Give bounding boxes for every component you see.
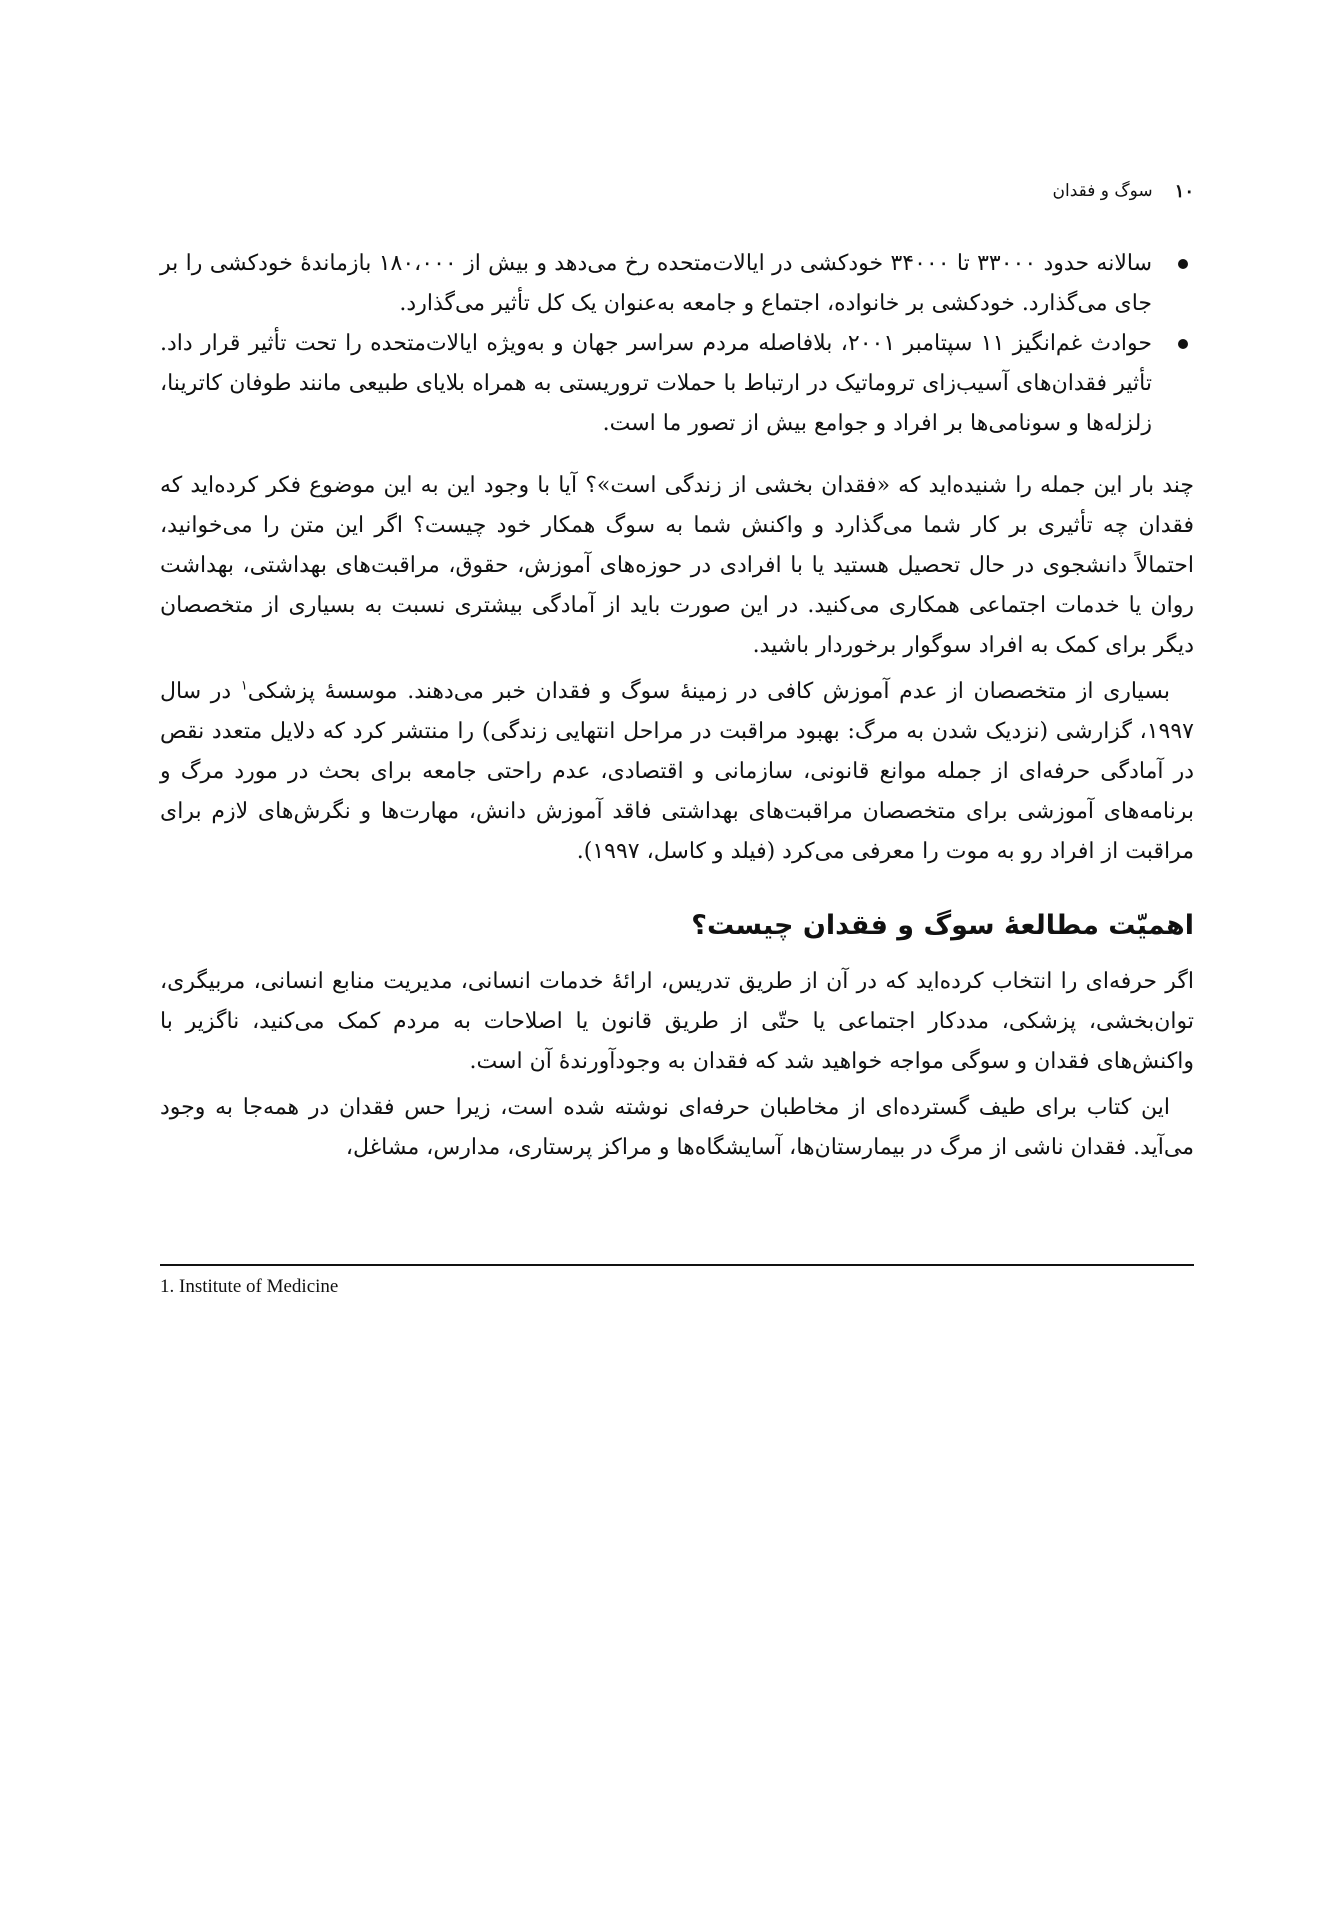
body-section bbox=[160, 466, 1194, 872]
running-title: سوگ و فقدان bbox=[1052, 181, 1153, 201]
paragraph-with-footnote bbox=[160, 672, 1194, 872]
page-content bbox=[160, 244, 1194, 1168]
paragraph-text: بسیاری از متخصصان از عدم آموزش کافی در زمینهٔ سوگ و فقدان خبر می‌دهند. موسسهٔ پزشکی bbox=[247, 679, 1171, 704]
footnote-divider bbox=[160, 1264, 1194, 1266]
page-number: ۱۰ bbox=[1174, 180, 1194, 202]
bullet-item bbox=[160, 324, 1194, 444]
bullet-list bbox=[160, 244, 1194, 444]
footnote: 1. Institute of Medicine bbox=[160, 1276, 339, 1297]
bullet-text: حوادث غم‌انگیز ۱۱ سپتامبر ۲۰۰۱، بلافاصله مردم سراسر جهان و به‌ویژه ایالات‌متحده را تحت تأثیر قرار داد. تأثیر فقدان‌های آسیب‌زای تروماتیک در ارتباط با حملات تروریستی به همراه بلایای طبیعی مانند طوفان کاترینا، زلزله‌ها و سونامی‌ها بر افراد و جوامع بیش از تصور ما است. bbox=[160, 331, 1152, 436]
paragraph: اگر حرفه‌ای را انتخاب کرده‌اید که در آن از طریق تدریس، ارائهٔ خدمات انسانی، مدیریت منابع انسانی، مربیگری، توان‌بخشی، پزشکی، مددکار اجتماعی یا حتّی از طریق قانون یا اصلاحات به مردم کمک می‌کنید، ناگزیر با واکنش‌های فقدان و سوگی مواجه خواهید شد که فقدان به وجودآورندهٔ آن است. bbox=[160, 969, 1194, 1074]
running-header bbox=[160, 176, 1194, 206]
paragraph: چند بار این جمله را شنیده‌اید که «فقدان بخشی از زندگی است»؟ آیا با وجود این به این موضوع فکر کرده‌اید که فقدان چه تأثیری بر کار شما می‌گذارد و واکنش شما به سوگ همکار خود چیست؟ اگر این متن را می‌خوانید، احتمالاً دانشجوی در حال تحصیل هستید یا با افرادی در حوزه‌های آموزش، حقوق، مراقبت‌های بهداشتی، بهداشت روان یا خدمات اجتماعی همکاری می‌کنید. در این صورت باید از آمادگی بیشتری نسبت به بسیاری از متخصصان دیگر برای کمک به افراد سوگوار برخوردار باشید. bbox=[160, 473, 1194, 658]
paragraph: این کتاب برای طیف گسترده‌ای از مخاطبان حرفه‌ای نوشته شده است، زیرا حس فقدان در همه‌جا به وجود می‌آید. فقدان ناشی از مرگ در بیمارستان‌ها، آسایشگاه‌ها و مراکز پرستاری، مدارس، مشاغل، bbox=[160, 1095, 1194, 1160]
book-page bbox=[160, 0, 1194, 1930]
section-heading: اهمیّت مطالعهٔ سوگ و فقدان چیست؟ bbox=[691, 910, 1194, 941]
bullet-icon bbox=[1178, 259, 1188, 269]
bullet-item bbox=[160, 244, 1194, 324]
paragraph-text: در سال ۱۹۹۷، گزارشی (نزدیک شدن به مرگ: بهبود مراقبت در مراحل انتهایی زندگی) را منتشر کرد که دلایل متعدد نقص در آمادگی حرفه‌ای از جمله موانع قانونی، سازمانی و اقتصادی، عدم راحتی جامعه برای بحث در مورد مرگ و برنامه‌های آموزشی برای متخصصان مراقبت‌های بهداشتی فاقد آموزش دانش، مهارت‌ها و نگرش‌های لازم برای مراقبت از افراد رو به موت را معرفی می‌کرد (فیلد و کاسل، ۱۹۹۷). bbox=[160, 679, 1194, 864]
footnote-reference: ۱ bbox=[240, 678, 248, 694]
bullet-icon bbox=[1178, 339, 1188, 349]
bullet-text: سالانه حدود ۳۳۰۰۰ تا ۳۴۰۰۰ خودکشی در ایالات‌متحده رخ می‌دهد و بیش از ۱۸۰،۰۰۰ بازماندهٔ خودکشی را بر جای می‌گذارد. خودکشی بر خانواده، اجتماع و جامعه به‌عنوان یک کل تأثیر می‌گذارد. bbox=[160, 251, 1153, 316]
